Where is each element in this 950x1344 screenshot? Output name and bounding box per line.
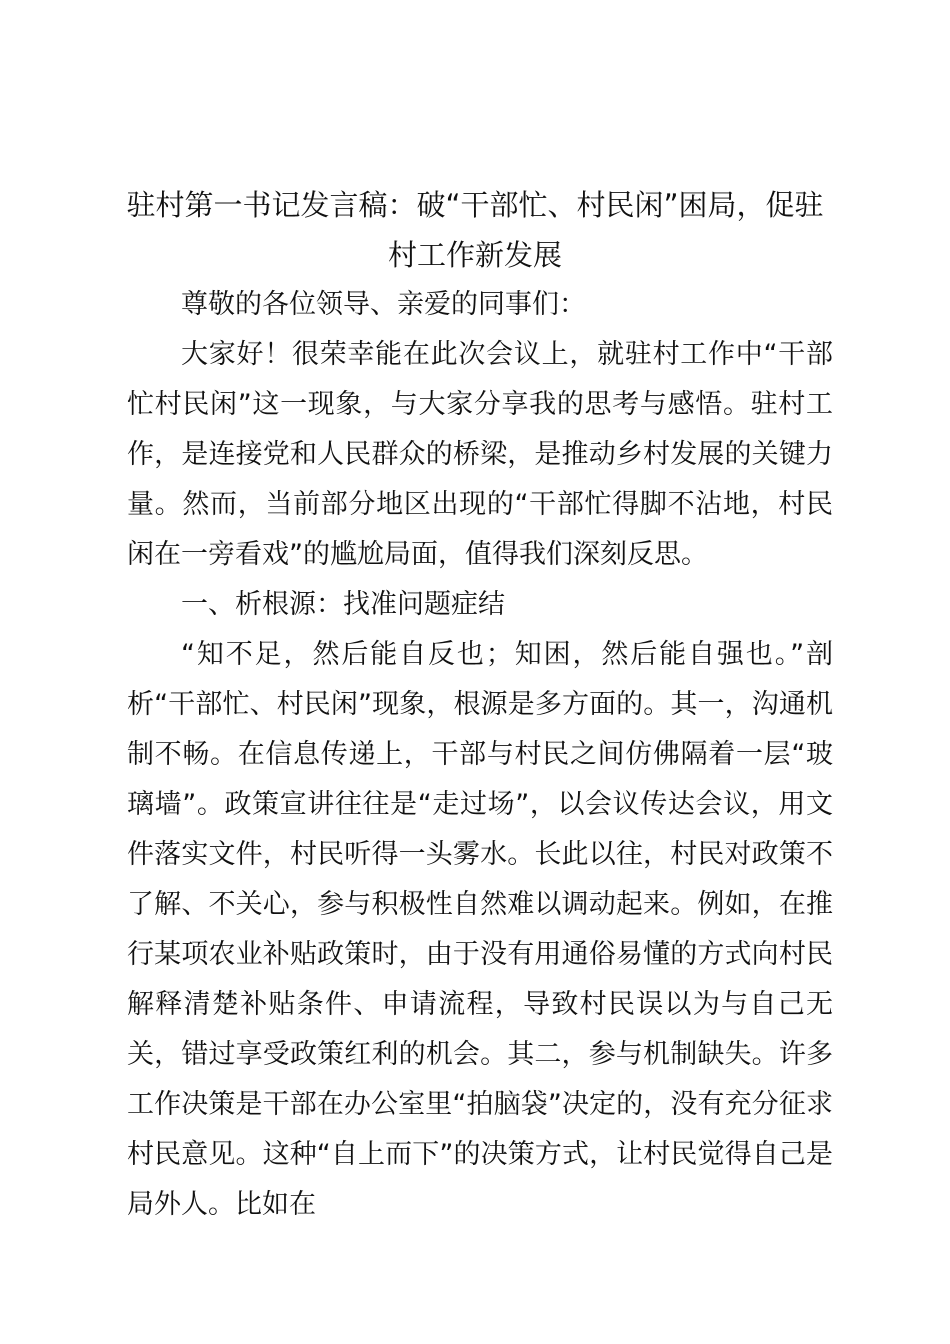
greeting-paragraph: 尊敬的各位领导、亲爱的同事们： <box>181 289 586 320</box>
document-body <box>127 280 833 1230</box>
body-paragraph: “知不足，然后能自反也；知困，然后能自强也。”剖析“干部忙、村民闲”现象，根源是多方面的。其一，沟通机制不畅。在信息传递上，干部与村民之间仿佛隔着一层“玻璃墙”。政策宣讲往往是“走过场”，以会议传达会议，用文件落实文件，村民听得一头雾水。长此以往，村民对政策不了解、不关心，参与积极性自然难以调动起来。例如，在推行某项农业补贴政策时，由于没有用通俗易懂的方式向村民解释清楚补贴条件、申请流程，导致村民误以为与自己无关，错过享受政策红利的机会。其二，参与机制缺失。许多工作决策是干部在办公室里“拍脑袋”决定的，没有充分征求村民意见。这种“自上而下”的决策方式，让村民觉得自己是局外人。比如在 <box>127 639 833 1220</box>
section-heading: 一、析根源：找准问题症结 <box>181 589 505 620</box>
body-paragraph: 大家好！很荣幸能在此次会议上，就驻村工作中“干部忙村民闲”这一现象，与大家分享我的思考与感悟。驻村工作，是连接党和人民群众的桥梁，是推动乡村发展的关键力量。然而，当前部分地区出现的“干部忙得脚不沾地，村民闲在一旁看戏”的尴尬局面，值得我们深刻反思。 <box>127 339 833 570</box>
document-title: 驻村第一书记发言稿：破“干部忙、村民闲”困局，促驻村工作新发展 <box>126 188 824 272</box>
